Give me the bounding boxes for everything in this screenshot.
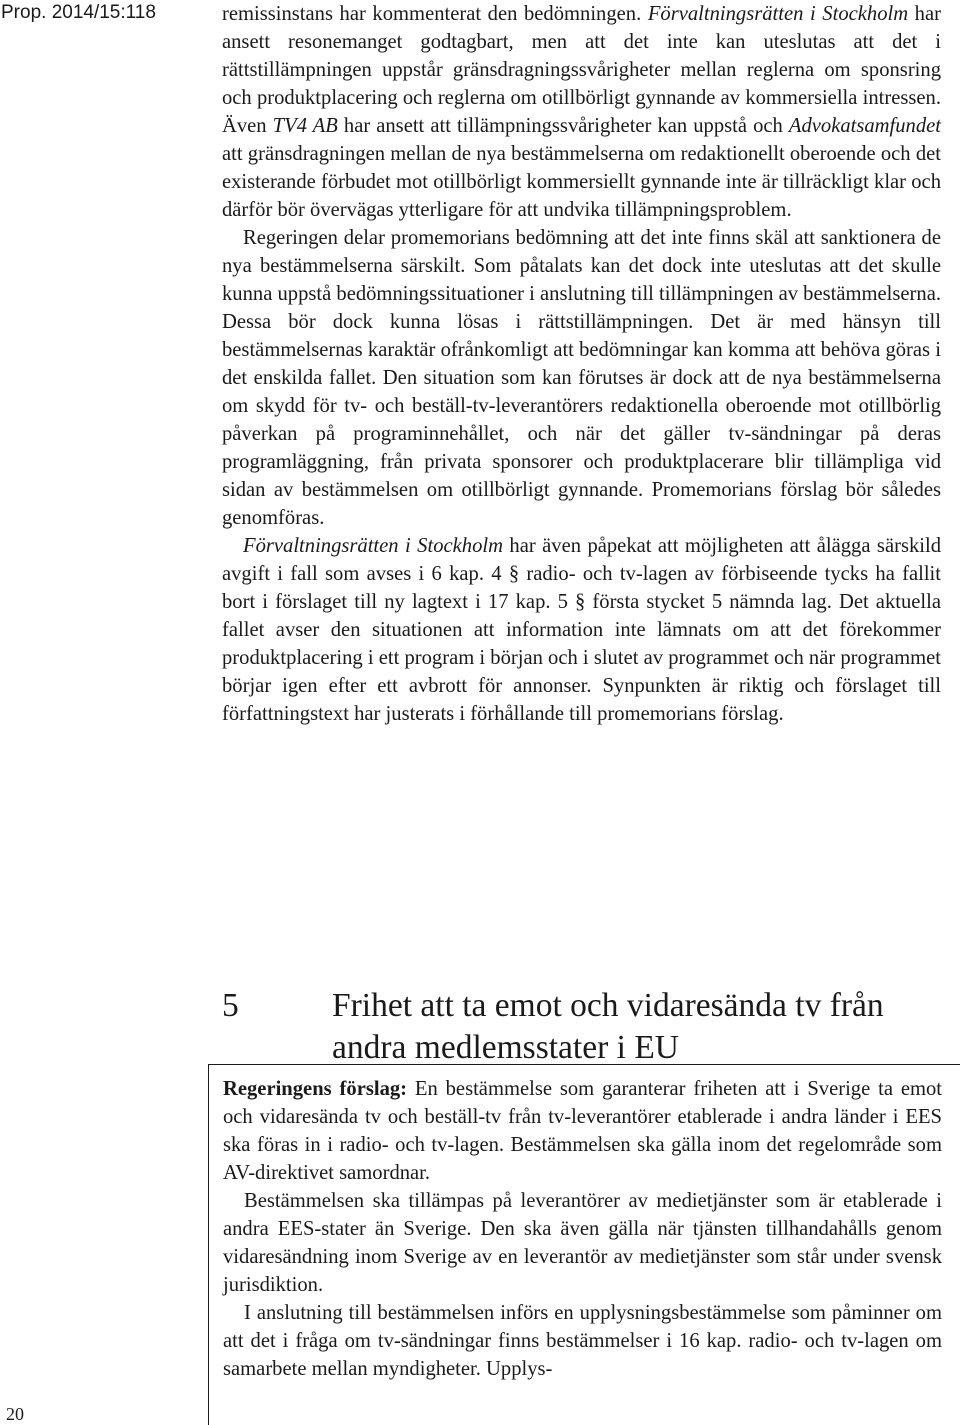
body-text	[222, 0, 941, 728]
italic-organization: Advokatsamfundet	[788, 115, 942, 137]
proposal-label: Regeringens förslag:	[223, 1078, 408, 1100]
italic-organization: Förvaltningsrätten i Stockholm	[243, 535, 503, 557]
text-segment: remissinstans har kommenterat den bedömningen.	[222, 3, 648, 25]
text-segment: har ansett att tillämpningssvårigheter kan uppstå och	[337, 115, 789, 137]
paragraph-special-fee	[222, 532, 941, 728]
italic-organization: Förvaltningsrätten i Stockholm	[647, 3, 909, 25]
proposal-paragraph: Bestämmelsen ska tillämpas på leverantörer av medietjänster som är etablerade i andra EES-stater än Sverige. Den ska även gälla när tjänsten tillhandahålls genom vidaresändning inom Sverige av en leverantör av medietjänster som står under svensk jurisdiktion.	[223, 1190, 942, 1296]
chapter-heading	[222, 985, 952, 1069]
government-proposal-box	[208, 1064, 960, 1425]
chapter-title: Frihet att ta emot och vidaresända tv från andra medlemsstater i EU	[332, 986, 884, 1066]
text-segment: En bestämmelse som garanterar friheten att i Sverige ta emot och vidaresända tv och beställ-tv från tv-leverantörer etablerade i andra länder i EES ska föras in i radio- och tv-lagen. Bestämmelsen ska gälla inom det regelområde som AV-direktivet samordnar.	[223, 1078, 942, 1184]
proposition-reference: Prop. 2014/15:118	[1, 2, 156, 23]
page-number: 20	[6, 1404, 24, 1424]
text-segment: har ansett resonemanget godtagbart, men att det inte kan uteslutas att det i rättstillämpningen uppstår gränsdragningssvårigheter mellan reglerna om sponsring och produktplacering och reglerna om otillbörligt gynnande av kommersiella intressen. Även	[222, 3, 941, 137]
text-segment: har även påpekat att möjligheten att ålägga särskild avgift i fall som avses i 6 kap. 4 § radio- och tv-lagen av förbiseende tycks ha fallit bort i förslaget till ny lagtext i 17 kap. 5 § första stycket 5 nämnda lag. Det aktuella fallet avser den situationen att information inte lämnats om att det förekommer produktplacering i ett program i början och i slutet av programmet och när programmet börjar igen efter ett avbrott för annonser. Synpunkten är riktig och förslaget till författningstext har justerats i förhållande till promemorians förslag.	[222, 535, 941, 725]
italic-organization: TV4 AB	[272, 115, 338, 137]
proposal-paragraph	[223, 1075, 942, 1187]
proposal-text	[223, 1075, 942, 1383]
paragraph-referral-comments	[222, 0, 941, 224]
chapter-number: 5	[222, 986, 239, 1024]
proposal-paragraph: I anslutning till bestämmelsen införs en upplysningsbestämmelse som påminner om att det i fråga om tv-sändningar finns bestämmelser i 16 kap. radio- och tv-lagen om samarbete mellan myndigheter. Upplys-	[223, 1302, 942, 1380]
paragraph-government-assessment: Regeringen delar promemorians bedömning att det inte finns skäl att sanktionera de nya bestämmelserna särskilt. Som påtalats kan det dock inte uteslutas att det skulle kunna uppstå bedömningssituationer i anslutning till tillämpningen av bestämmelserna. Dessa bör dock kunna lösas i rättstillämpningen. Det är med hänsyn till bestämmelsernas karaktär ofrånkomligt att bedömningar kan komma att behöva göras i det enskilda fallet. Den situation som kan förutses är dock att de nya bestämmelserna om skydd för tv- och beställ-tv-leverantörers redaktionella oberoende mot otillbörlig påverkan på programinnehållet, och när det gäller tv-sändningar på deras programläggning, från privata sponsorer och produktplacerare blir tillämpliga vid sidan av bestämmelsen om otillbörligt gynnande. Promemorians förslag bör således genomföras.	[222, 227, 941, 529]
text-segment: att gränsdragningen mellan de nya bestämmelserna om redaktionellt oberoende och det existerande förbudet mot otillbörligt kommersiellt gynnande inte är tillräckligt klar och därför bör övervägas ytterligare för att undvika tillämpningsproblem.	[222, 143, 941, 221]
